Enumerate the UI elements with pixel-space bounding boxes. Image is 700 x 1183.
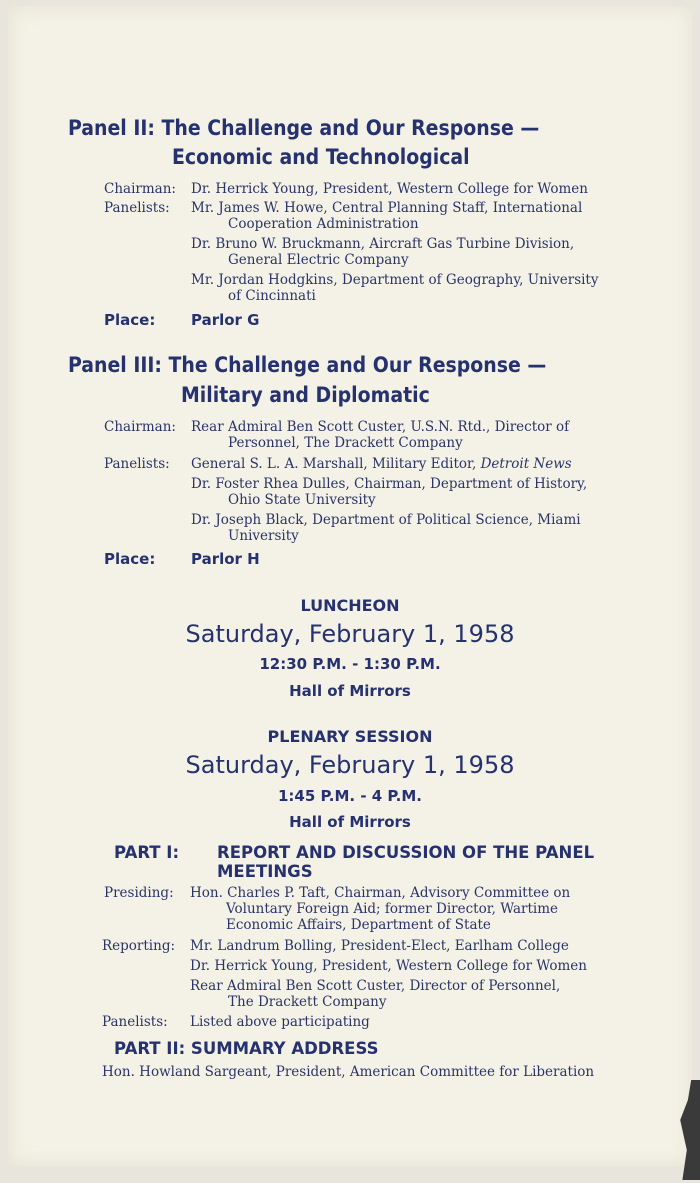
panel2-panelist-3-line2: of Cincinnati (228, 288, 316, 304)
panel3-panelist-2-line2: Ohio State University (228, 492, 376, 508)
panel2-panelist-3-line1: Mr. Jordan Hodgkins, Department of Geography, University (191, 272, 599, 288)
panel2-panelist-2-line1: Dr. Bruno W. Bruckmann, Aircraft Gas Turbine Division, (191, 236, 575, 252)
panel3-chairman-line2: Personnel, The Drackett Company (228, 435, 463, 451)
luncheon-date: Saturday, February 1, 1958 (185, 620, 515, 648)
part1-panelists: Listed above participating (190, 1014, 370, 1030)
panel2-panelist-1-line1: Mr. James W. Howe, Central Planning Staff, International (191, 200, 583, 216)
part1-label: PART I: (114, 843, 180, 862)
panel3-chairman-label: Chairman: (104, 419, 176, 435)
part1-title-line2: MEETINGS (217, 862, 313, 881)
part2-speaker: Hon. Howland Sargeant, President, American Committee for Liberation (102, 1064, 595, 1080)
plenary-time: 1:45 P.M. - 4 P.M. (278, 787, 422, 805)
reporting-label: Reporting: (102, 938, 176, 954)
plenary-date: Saturday, February 1, 1958 (185, 751, 515, 779)
presiding-line2: Voluntary Foreign Aid; former Director, Wartime (226, 901, 558, 917)
panel3-title-line2: Military and Diplomatic (181, 383, 430, 407)
panel2-chairman-label: Chairman: (104, 181, 176, 197)
panel3-panelists-label: Panelists: (104, 456, 170, 472)
panel2-title-line2: Economic and Technological (172, 145, 470, 169)
part1-title-line1: REPORT AND DISCUSSION OF THE PANEL (217, 843, 595, 862)
luncheon-time: 12:30 P.M. - 1:30 P.M. (259, 655, 441, 673)
panel3-panelist-1 (191, 456, 572, 472)
presiding-label: Presiding: (104, 885, 174, 901)
panel3-chairman-line1: Rear Admiral Ben Scott Custer, U.S.N. Rtd., Director of (191, 419, 570, 435)
reporting-3-line2: The Drackett Company (228, 994, 387, 1010)
panel3-place: Parlor H (191, 550, 260, 568)
detroit-news-title: Detroit News (480, 456, 572, 472)
panel3-panelist-2-line1: Dr. Foster Rhea Dulles, Chairman, Department of History, (191, 476, 588, 492)
panel2-chairman: Dr. Herrick Young, President, Western College for Women (191, 181, 588, 197)
reporting-3-line1: Rear Admiral Ben Scott Custer, Director of Personnel, (190, 978, 561, 994)
panel2-place-label: Place: (104, 311, 156, 329)
part1-panelists-label: Panelists: (102, 1014, 168, 1030)
luncheon-location: Hall of Mirrors (289, 682, 411, 700)
luncheon-heading: LUNCHEON (300, 596, 400, 615)
panel3-panelist-3-line1: Dr. Joseph Black, Department of Political Science, Miami (191, 512, 581, 528)
panel3-panelist-1-text: General S. L. A. Marshall, Military Editor, (191, 456, 477, 472)
panel2-panelists-label: Panelists: (104, 200, 170, 216)
panel3-title-line1: Panel III: The Challenge and Our Response — (68, 353, 547, 377)
panel3-panelist-3-line2: University (228, 528, 299, 544)
panel2-panelist-1-line2: Cooperation Administration (228, 216, 419, 232)
panel2-title-line1: Panel II: The Challenge and Our Response — (68, 116, 540, 140)
part2-title: PART II: SUMMARY ADDRESS (114, 1039, 379, 1058)
plenary-location: Hall of Mirrors (289, 813, 411, 831)
presiding-line1: Hon. Charles P. Taft, Chairman, Advisory Committee on (190, 885, 571, 901)
panel2-panelist-2-line2: General Electric Company (228, 252, 409, 268)
plenary-heading: PLENARY SESSION (267, 727, 433, 746)
presiding-line3: Economic Affairs, Department of State (226, 917, 491, 933)
reporting-2: Dr. Herrick Young, President, Western College for Women (190, 958, 587, 974)
panel3-place-label: Place: (104, 550, 156, 568)
reporting-1: Mr. Landrum Bolling, President-Elect, Earlham College (190, 938, 569, 954)
panel2-place: Parlor G (191, 311, 260, 329)
